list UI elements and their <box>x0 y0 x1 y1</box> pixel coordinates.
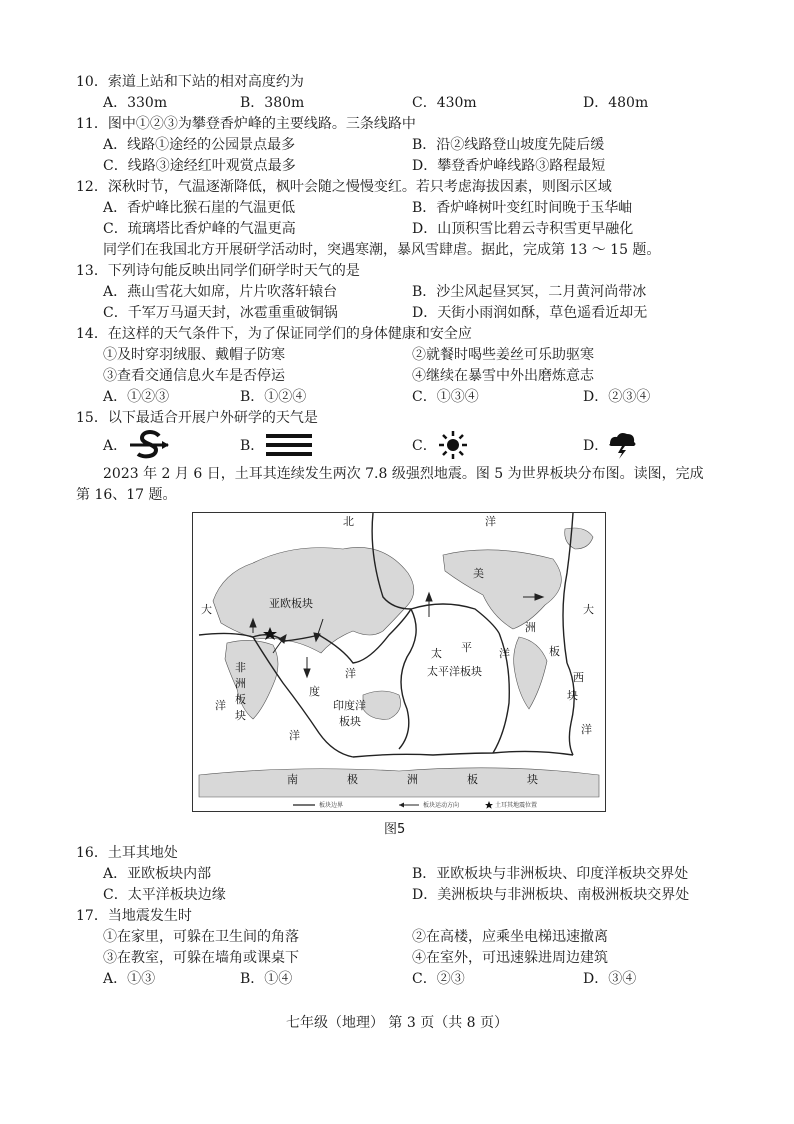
world-plate-map <box>192 512 606 812</box>
label-yang-left: 洋 <box>215 699 226 712</box>
q12-option-b: B．香炉峰树叶变红时间晚于玉华岫 <box>412 200 633 216</box>
label-antarctic-kuai: 块 <box>527 773 538 786</box>
land-masses <box>199 528 599 797</box>
label-ban: 板 <box>549 645 560 658</box>
label-fei-kuai: 块 <box>235 709 246 722</box>
legend-star-icon <box>485 801 493 809</box>
q10-option-b: B．380m <box>240 95 305 111</box>
sunny-weather-icon <box>438 430 468 460</box>
q14-option-a: A．①②③ <box>103 389 170 405</box>
q15-option-b: B． <box>240 438 265 454</box>
label-yang-right: 洋 <box>581 723 592 736</box>
figure-caption: 图5 <box>384 822 406 837</box>
q13-option-b: B．沙尘风起昼冥冥，二月黄河尚带冰 <box>412 284 647 300</box>
q13-stem: 13．下列诗句能反映出同学们研学时天气的是 <box>76 263 360 279</box>
q14-statement-3: ③查看交通信息火车是否停运 <box>103 368 285 384</box>
label-fei: 非 <box>235 661 246 674</box>
label-da-left: 大 <box>201 603 212 616</box>
q13-option-c: C．千军万马逼天封，冰雹重重破铜锅 <box>103 305 338 321</box>
label-zhou: 洲 <box>525 621 536 634</box>
q11-stem: 11．图中①②③为攀登香炉峰的主要线路。三条线路中 <box>76 116 416 132</box>
q17-option-a: A．①③ <box>103 971 156 987</box>
intro-16-17-line2: 第 16、17 题。 <box>76 487 177 503</box>
q12-option-d: D．山顶积雪比碧云寺积雪更早融化 <box>412 221 634 237</box>
q14-option-d: D．②③④ <box>583 389 651 405</box>
label-du: 度 <box>309 685 320 698</box>
q16-option-d: D．美洲板块与非洲板块、南极洲板块交界处 <box>412 887 690 903</box>
legend-epicenter-label: 土耳其地震位置 <box>495 802 538 809</box>
label-fei-ban: 板 <box>235 693 246 706</box>
q14-option-c: C．①③④ <box>412 389 479 405</box>
legend-arrow-head <box>399 803 404 808</box>
label-ji: 极 <box>347 773 358 786</box>
q11-option-c: C．线路③途经红叶观赏点最多 <box>103 158 296 174</box>
label-antarctic-zhou: 洲 <box>407 773 418 786</box>
q14-statement-4: ④继续在暴雪中外出磨炼意志 <box>412 368 594 384</box>
q16-option-a: A．亚欧板块内部 <box>103 866 212 882</box>
q17-statement-3: ③在教室，可躲在墙角或课桌下 <box>103 950 299 966</box>
label-nan: 南 <box>287 773 298 786</box>
thunderstorm-weather-icon <box>604 430 640 460</box>
label-fei-zhou: 洲 <box>235 677 246 690</box>
q15-option-a: A． <box>103 438 128 454</box>
label-bei: 北 <box>343 515 354 528</box>
intro-16-17-line1: 2023 年 2 月 6 日，土耳其连续发生两次 7.8 级强烈地震。图 5 为世界板块分布图。读图，完成 <box>103 466 704 482</box>
label-yang-top: 洋 <box>485 515 496 528</box>
sandstorm-weather-icon <box>128 430 170 460</box>
q15-stem: 15．以下最适合开展户外研学的天气是 <box>76 410 318 426</box>
q17-option-d: D．③④ <box>583 971 637 987</box>
q10-option-d: D．480m <box>583 95 649 111</box>
q12-option-c: C．琉璃塔比香炉峰的气温更高 <box>103 221 296 237</box>
q16-stem: 16．土耳其地处 <box>76 845 178 861</box>
q17-stem: 17．当地震发生时 <box>76 908 192 924</box>
q14-statement-2: ②就餐时喝些姜丝可乐助驱寒 <box>412 347 594 363</box>
q11-option-d: D．攀登香炉峰线路③路程最短 <box>412 158 606 174</box>
label-mei: 美 <box>473 567 484 580</box>
q14-statement-1: ①及时穿羽绒服、戴帽子防寒 <box>103 347 285 363</box>
q12-option-a: A．香炉峰比猴石崖的气温更低 <box>103 200 296 216</box>
label-antarctic-ban: 板 <box>467 773 478 786</box>
q12-stem: 12．深秋时节，气温逐渐降低，枫叶会随之慢慢变红。若只考虑海拔因素，则图示区域 <box>76 179 612 195</box>
q15-option-d: D． <box>583 438 609 454</box>
q14-option-b: B．①②④ <box>240 389 307 405</box>
q10-option-c: C．430m <box>412 95 477 111</box>
label-xi: 西 <box>573 671 584 684</box>
label-ping: 平 <box>461 641 472 654</box>
q10-option-a: A．330m <box>103 95 168 111</box>
label-yang-indian-2: 洋 <box>289 729 300 742</box>
label-kuai: 块 <box>567 689 578 702</box>
intro-13-15: 同学们在我国北方开展研学活动时，突遇寒潮，暴风雪肆虐。据此，完成第 13 ～ 15 题。 <box>103 242 661 258</box>
label-pacific-plate: 太平洋板块 <box>427 665 482 678</box>
q15-option-c: C． <box>412 438 437 454</box>
q17-option-b: B．①④ <box>240 971 293 987</box>
q13-option-d: D．天街小雨润如酥，草色遥看近却无 <box>412 305 648 321</box>
q16-option-b: B．亚欧板块与非洲板块、印度洋板块交界处 <box>412 866 689 882</box>
q17-statement-2: ②在高楼，应乘坐电梯迅速撤离 <box>412 929 608 945</box>
q14-stem: 14．在这样的天气条件下，为了保证同学们的身体健康和安全应 <box>76 326 472 342</box>
label-eurasian-plate: 亚欧板块 <box>269 597 313 610</box>
q17-statement-1: ①在家里，可躲在卫生间的角落 <box>103 929 299 945</box>
q17-option-c: C．②③ <box>412 971 465 987</box>
legend-boundary-label: 板块边界 <box>319 802 344 809</box>
q11-option-a: A．线路①途经的公园景点最多 <box>103 137 296 153</box>
q17-statement-4: ④在室外，可迅速躲进周边建筑 <box>412 950 608 966</box>
q13-option-a: A．燕山雪花大如席，片片吹落轩辕台 <box>103 284 338 300</box>
label-yang-pacific: 洋 <box>499 647 510 660</box>
page-footer: 七年级（地理） 第 3 页（共 8 页） <box>285 1015 509 1031</box>
q10-stem: 10．索道上站和下站的相对高度约为 <box>76 74 304 90</box>
label-tai: 太 <box>431 647 442 660</box>
label-indian-plate: 板块 <box>339 715 361 728</box>
plate-map-svg <box>193 513 605 811</box>
label-yang-indian: 洋 <box>345 667 356 680</box>
legend-direction-label: 板块运动方向 <box>423 802 460 809</box>
label-indian-ocean: 印度洋 <box>333 699 366 712</box>
label-da-right: 大 <box>583 603 594 616</box>
q11-option-b: B．沿②线路登山坡度先陡后缓 <box>412 137 605 153</box>
q16-option-c: C．太平洋板块边缘 <box>103 887 226 903</box>
fog-weather-icon <box>264 430 314 460</box>
